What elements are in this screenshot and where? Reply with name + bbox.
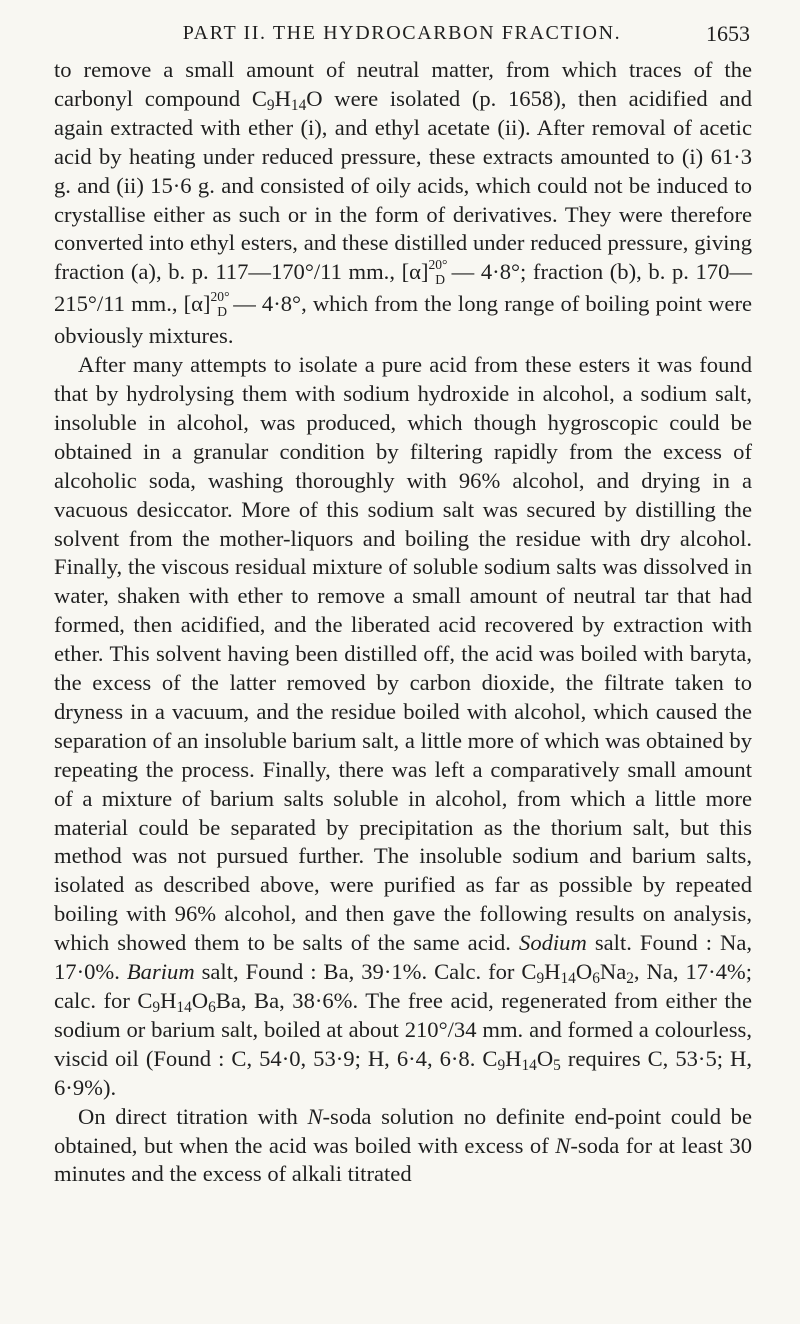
page-number: 1653 [706, 21, 750, 46]
paragraph-2: After many attempts to isolate a pure acid from these esters it was found that by hydrolysing them with sodium hydroxide in alcohol, a sodium salt, insoluble in alcohol, was produced, which though hygroscopic could be obtained in a granular condition by filtering rapidly from the excess of alcoholic soda, washing thoroughly with 96% alcohol, and drying in a vacuous desiccator. More of this sodium salt was secured by distilling the solvent from the mother-liquors and boiling the residue with dry alcohol. Finally, the viscous residual mixture of soluble sodium salts was dissolved in water, shaken with ether to remove a small amount of neutral tar that had formed, then acidified, and the liberated acid recovered by extraction with ether. This solvent having been distilled off, the acid was boiled with baryta, the excess of the latter removed by carbon dioxide, the filtrate taken to dryness in a vacuum, and the residue boiled with alcohol, which caused the separation of an insoluble barium salt, a little more of which was obtained by repeating the process. Finally, there was left a comparatively small amount of a mixture of barium salts soluble in alcohol, from which a little more material could be separated by precipitation as the thorium salt, but this method was not pursued further. The insoluble sodium and barium salts, isolated as described above, were purified as far as possible by repeated boiling with 96% alcohol, and then gave the following results on analysis, which showed them to be salts of the same acid. Sodium salt. Found : Na, 17·0%. Barium salt, Found : Ba, 39·1%. Calc. for $C_9H_{14}O_6Na_2$, Na, 17·4%; calc. for $C_9H_{14}O_6Ba$, Ba, 38·6%. The free acid, regenerated from either the sodium or barium salt, boiled at about 210°/34 mm. and formed a colourless, viscid oil (Found : C, 54·0, 53·9; H, 6·4, 6·8. $C_9H_{14}O_5$ requires C, 53·5; H, 6·9%). [54, 352, 753, 1100]
body-text [54, 56, 752, 1189]
paragraph-1: to remove a small amount of neutral matter, from which traces of the carbonyl compound $C_9H_{14}O$ were isolated (p. 1658), then acidified and again extracted with ether (i), and ethyl acetate (ii). After removal of acetic acid by heating under reduced pressure, these extracts amounted to (i) 61·3 g. and (ii) 15·6 g. and consisted of oily acids, which could not be induced to crystallise either as such or in the form of derivatives. They were therefore converted into ethyl esters, and these distilled under reduced pressure, giving fraction (a), b. p. 117—170°/11 mm., [α]20°D — 4·8°; fraction (b), b. p. 170—215°/11 mm., [α]20°D — 4·8°, which from the long range of boiling point were obviously mixtures. [54, 57, 753, 349]
running-title: PART II. THE HYDROCARBON FRACTION. [182, 22, 622, 44]
paragraph-3: On direct titration with N-soda solution no definite end-point could be obtained, but when the acid was boiled with excess of N-soda for at least 30 minutes and the excess of alkali titrated [54, 1103, 752, 1187]
running-header [54, 22, 750, 52]
